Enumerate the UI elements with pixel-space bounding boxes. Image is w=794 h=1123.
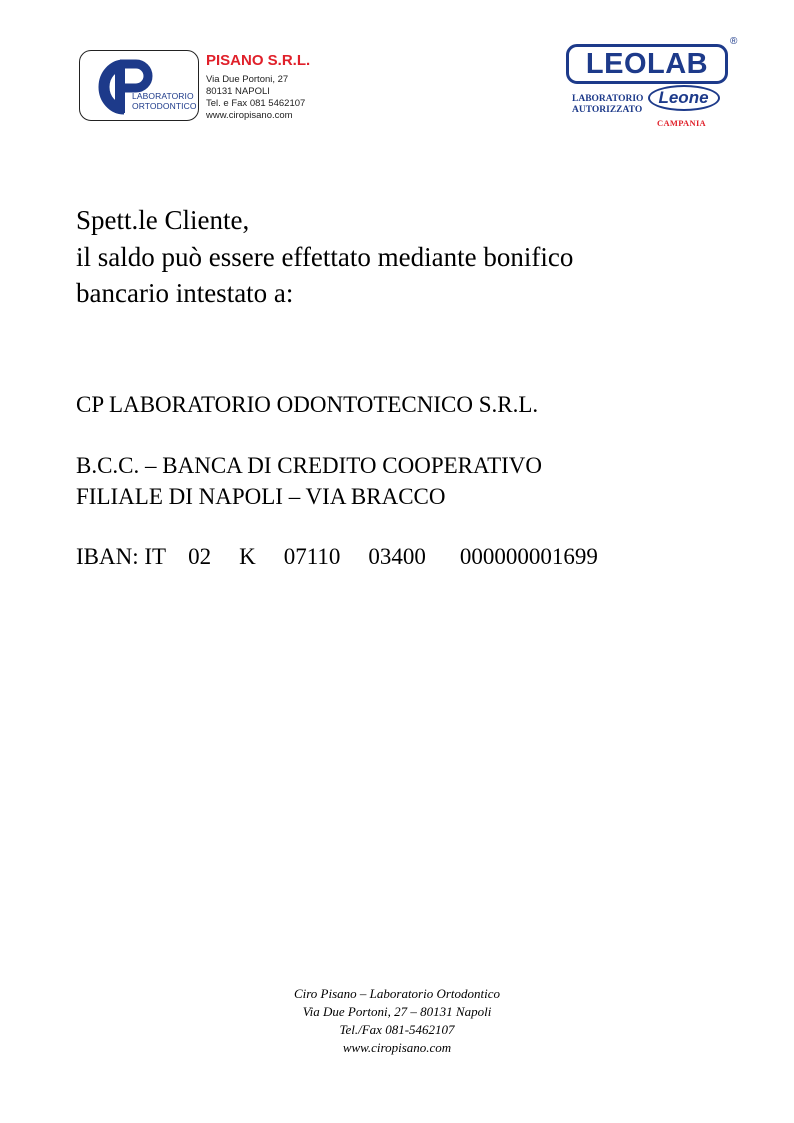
bank-name: B.C.C. – BANCA DI CREDITO COOPERATIVO [76, 453, 543, 478]
footer-line2: Via Due Portoni, 27 – 80131 Napoli [302, 1004, 492, 1019]
iban-label: IBAN: IT [76, 544, 167, 569]
bank-branch: FILIALE DI NAPOLI – VIA BRACCO [76, 484, 446, 509]
registered-mark: ® [730, 36, 738, 47]
leolab-logo [564, 36, 744, 131]
cp-website: www.ciropisano.com [206, 110, 293, 121]
cp-city: 80131 NAPOLI [206, 86, 270, 97]
iban-abi: 07110 [283, 544, 341, 569]
leone-badge [648, 85, 720, 111]
greeting [76, 202, 573, 312]
cp-phone: Tel. e Fax 081 5462107 [206, 98, 306, 109]
iban-account: 000000001699 [459, 544, 598, 569]
greeting-line1: Spett.le Cliente, [76, 205, 250, 235]
iban-cin: K [239, 544, 256, 569]
footer-line1: Ciro Pisano – Laboratorio Ortodontico [293, 986, 501, 1001]
footer-line4: www.ciropisano.com [342, 1040, 452, 1055]
greeting-line3: bancario intestato a: [76, 278, 294, 308]
cp-company-name: PISANO S.R.L. [206, 52, 311, 69]
cp-logo-label-line1: LABORATORIO [132, 91, 194, 101]
greeting-line2: il saldo può essere effettato mediante bonifico [76, 241, 574, 272]
iban-cab: 03400 [368, 544, 426, 569]
footer [0, 985, 794, 1057]
cp-logo [79, 50, 199, 121]
cp-address: Via Due Portoni, 27 [206, 74, 289, 85]
cp-logo-label-line2: ORTODONTICO [132, 101, 197, 111]
footer-line3: Tel./Fax 081-5462107 [339, 1022, 455, 1037]
leolab-sub-line1: LABORATORIO [572, 94, 644, 104]
leolab-sub-line2: AUTORIZZATO [572, 105, 643, 115]
leolab-region: CAMPANIA [657, 118, 706, 128]
beneficiary-name: CP LABORATORIO ODONTOTECNICO S.R.L. [76, 392, 539, 417]
bank-details [76, 450, 542, 512]
leone-wordmark: Leone [658, 88, 709, 107]
iban-check: 02 [188, 544, 212, 569]
leolab-brand: LEOLAB [585, 48, 709, 80]
leolab-brand-box [566, 44, 728, 84]
cp-company-info [206, 74, 305, 122]
iban [76, 541, 598, 572]
